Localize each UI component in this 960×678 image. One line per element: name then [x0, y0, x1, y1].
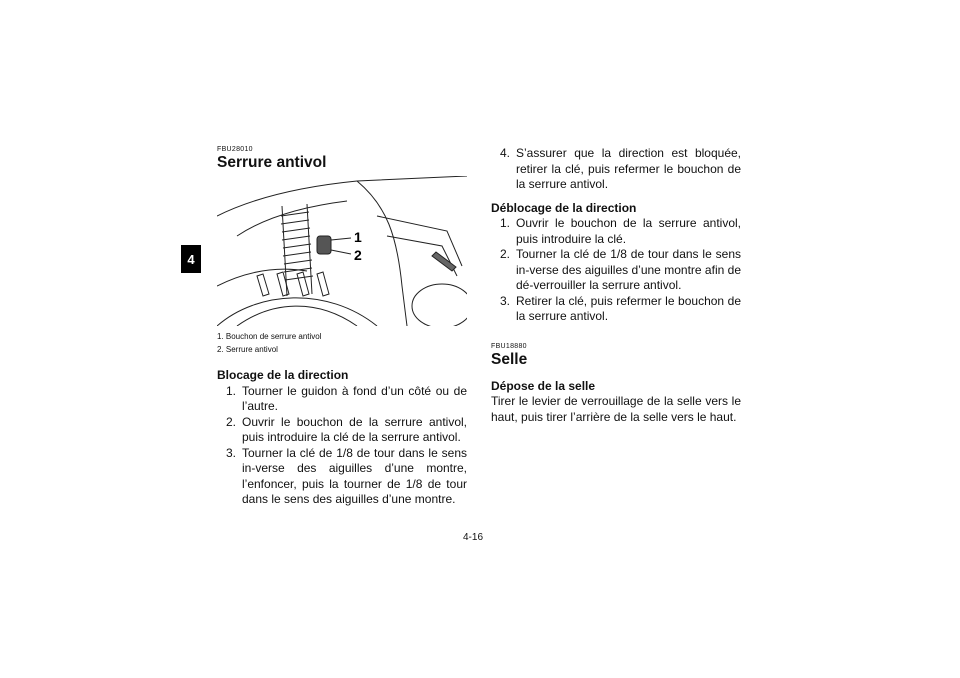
page-number: 4-16: [463, 532, 484, 543]
right-column: [491, 146, 741, 425]
legend-item: 2. Serrure antivol: [217, 345, 278, 354]
chapter-tab-label: 4: [187, 251, 195, 267]
section-code: FBU18880: [491, 342, 527, 350]
list-item: [491, 294, 741, 325]
steering-lock-illustration: [217, 176, 467, 326]
lock-steps: [217, 384, 467, 508]
step-text: Retirer la clé, puis refermer le bouchon de la serrure antivol.: [516, 293, 741, 323]
chapter-tab: [181, 245, 201, 273]
list-item: [217, 415, 467, 446]
step-number: 3.: [500, 293, 511, 308]
list-item: [491, 247, 741, 294]
list-item: [491, 146, 741, 193]
step-text: Tourner la clé de 1/8 de tour dans le sens in-verse des aiguilles d’une montre afin de dé-verrouiller la serrure antivol.: [516, 247, 741, 292]
step-number: 3.: [226, 445, 237, 460]
legend-item: 1. Bouchon de serrure antivol: [217, 332, 322, 341]
list-item: [217, 384, 467, 415]
list-item: [217, 446, 467, 508]
step-number: 1.: [226, 383, 237, 398]
callout-2: 2: [354, 247, 362, 263]
step-number: 2.: [226, 414, 237, 429]
step-number: 2.: [500, 247, 511, 261]
step-text: Ouvrir le bouchon de la serrure antivol, puis introduire la clé de la serrure antivol.: [242, 414, 467, 444]
lock-heading: Blocage de la direction: [217, 368, 349, 382]
step-text: Ouvrir le bouchon de la serrure antivol, puis introduire la clé.: [516, 216, 741, 246]
atv-front-drawing: [217, 176, 467, 326]
step-text: S’assurer que la direction est bloquée, retirer la clé, puis refermer le bouchon de la serrure antivol.: [516, 146, 741, 191]
section-code: FBU28010: [217, 146, 253, 153]
figure-legend: [217, 330, 467, 356]
lock-steps-continued: [491, 146, 741, 193]
list-item: [491, 216, 741, 247]
step-number: 4.: [500, 146, 511, 160]
seat-heading: Dépose de la selle: [491, 378, 596, 393]
step-number: 1.: [500, 216, 511, 230]
section-title: Serrure antivol: [217, 154, 327, 171]
unlock-heading: Déblocage de la direction: [491, 200, 637, 215]
section-title: Selle: [491, 350, 528, 368]
callout-1: 1: [354, 229, 362, 245]
step-text: Tourner le guidon à fond d’un côté ou de l’autre.: [242, 383, 467, 413]
seat-text: Tirer le levier de verrouillage de la selle vers le haut, puis tirer l’arrière de la selle vers le haut.: [491, 394, 741, 424]
left-column: [217, 146, 467, 508]
unlock-steps: [491, 216, 741, 325]
step-text: Tourner la clé de 1/8 de tour dans le sens in-verse des aiguilles d’une montre, l’enfoncer, puis la tourner de 1/8 de tour dans le sens des aiguilles d’une montre.: [242, 445, 467, 506]
